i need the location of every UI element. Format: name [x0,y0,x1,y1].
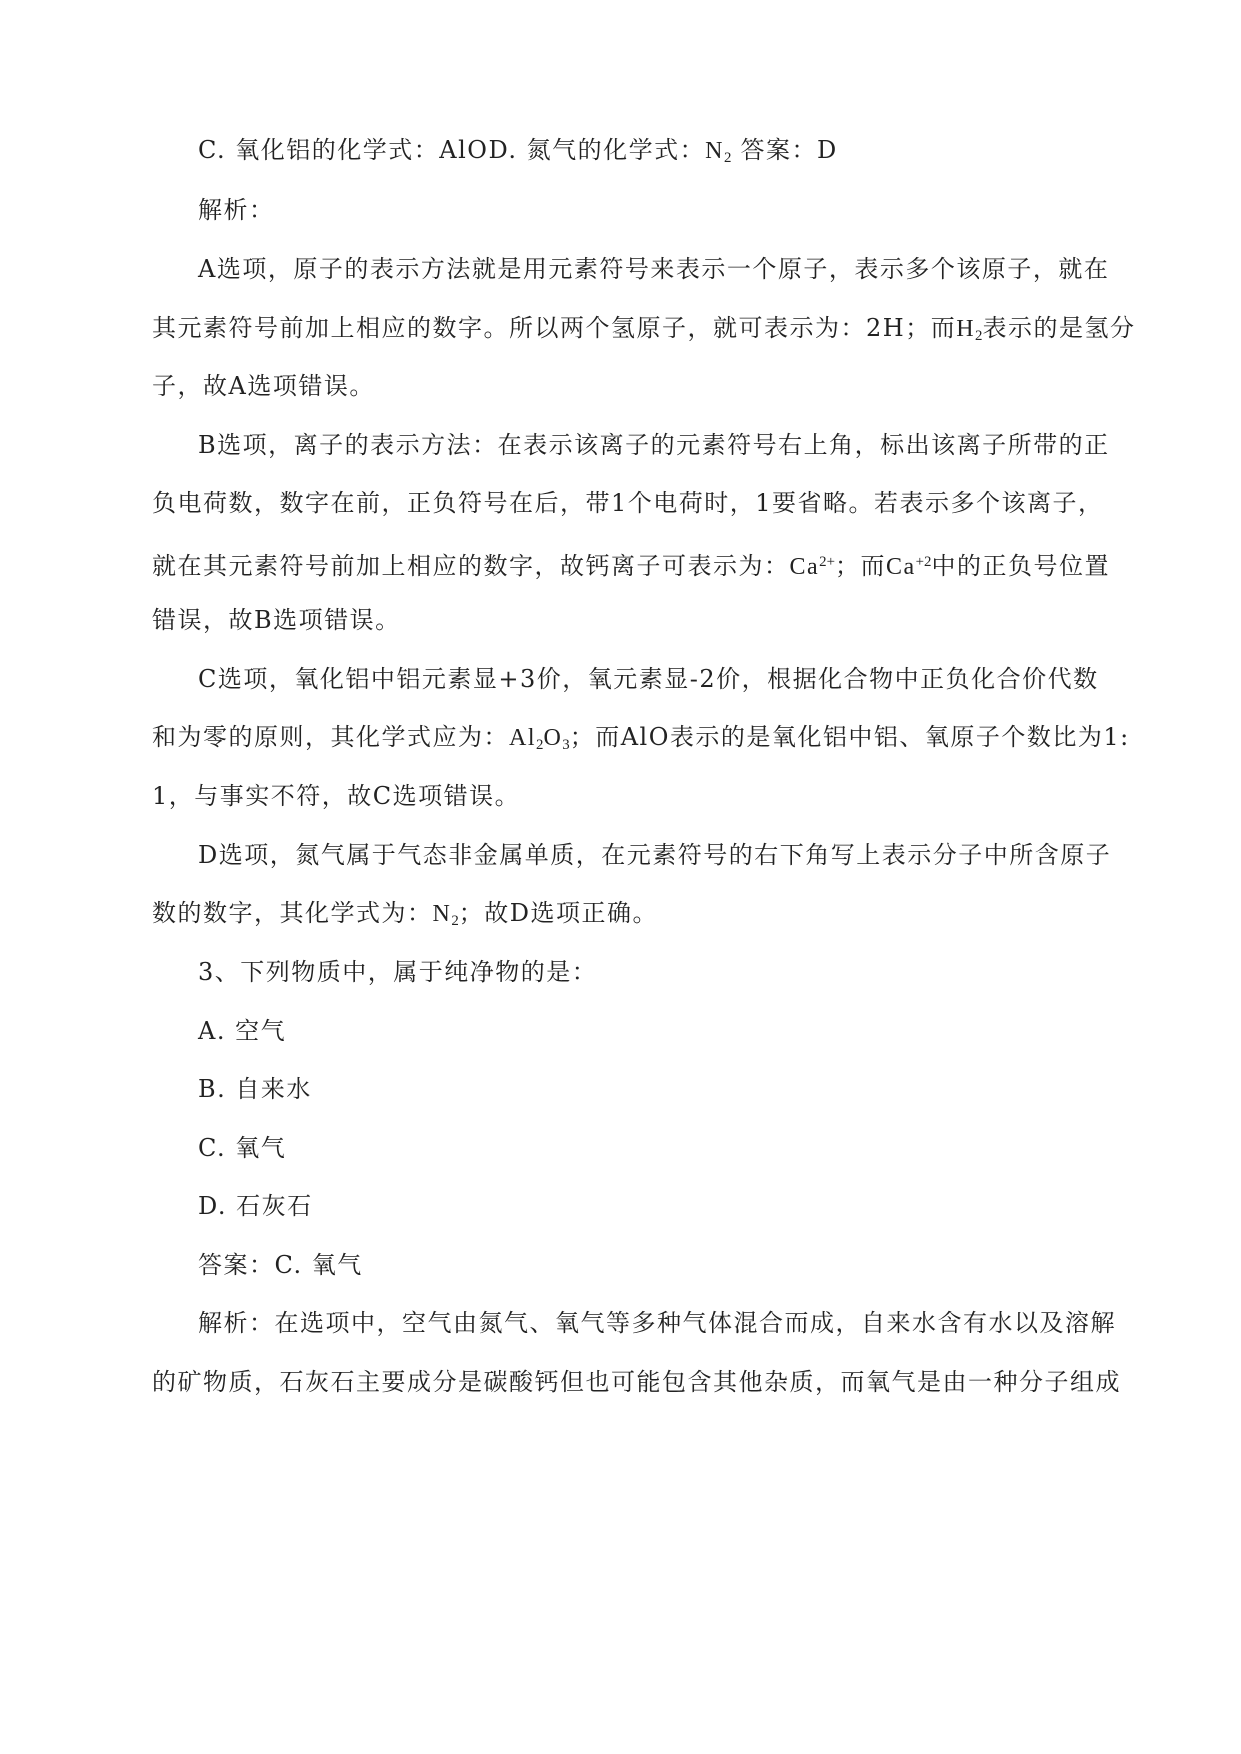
q2-answer: 答案：D [731,136,838,164]
formula-n2: $N_2$ [705,138,732,167]
q2-options-line [198,133,1092,175]
q3-option-a: A. 空气 [198,1017,287,1045]
formula-ca-wrong: $Ca^{+2}$ [886,554,932,581]
formula-ca-ion: $Ca^{2+}$ [789,554,835,581]
analysis-label: 解析： [198,196,275,224]
analysis-d-line2: 数的数字，其化学式为：$N_2$；故D选项正确。 [152,899,659,930]
analysis-a-line1: A选项，原子的表示方法就是用元素符号来表示一个原子，表示多个该原子，就在 [198,255,1110,283]
q3-answer: 答案：C. 氧气 [198,1251,363,1279]
analysis-c-line3: 1，与事实不符，故C选项错误。 [152,782,521,810]
q3-option-d: D. 石灰石 [198,1192,313,1220]
analysis-b-line3: 就在其元素符号前加上相应的数字，故钙离子可表示为：$Ca^{2+}$；而$Ca^{+2}$中的正负号位置 [152,552,1110,581]
analysis-d-line1: D选项，氮气属于气态非金属单质，在元素符号的右下角写上表示分子中所含原子 [198,841,1112,869]
q3-option-c: C. 氧气 [198,1134,287,1162]
formula-n2-d: $N_2$ [432,901,459,930]
analysis-c-line1: C选项，氧化铝中铝元素显+3价，氧元素显-2价，根据化合物中正负化合价代数 [198,665,1099,693]
formula-h2: $H_2$ [956,316,983,345]
analysis-a-line2: 其元素符号前加上相应的数字。所以两个氢原子，就可表示为：2H；而$H_2$表示的是氢分 [152,314,1136,345]
analysis-a-line3: 子，故A选项错误。 [152,372,375,400]
q2-option-c-text: C. 氧化铝的化学式：AlOD. 氮气的化学式： [198,136,706,164]
formula-al2o3: $Al_2O_3$ [509,725,570,754]
analysis-b-line1: B选项，离子的表示方法：在表示该离子的元素符号右上角，标出该离子所带的正 [198,431,1110,459]
q3-explanation-line1: 解析：在选项中，空气由氮气、氧气等多种气体混合而成，自来水含有水以及溶解 [198,1309,1116,1337]
q3-question: 3、下列物质中，属于纯净物的是： [198,958,598,986]
analysis-b-line4: 错误，故B选项错误。 [152,606,401,634]
q3-option-b: B. 自来水 [198,1075,312,1103]
q3-explanation-line2: 的矿物质，石灰石主要成分是碳酸钙但也可能包含其他杂质，而氧气是由一种分子组成 [152,1368,1121,1396]
analysis-b-line2: 负电荷数，数字在前，正负符号在后，带1个电荷时，1要省略。若表示多个该离子， [152,489,1104,517]
analysis-c-line2: 和为零的原则，其化学式应为：$Al_2O_3$；而AlO表示的是氧化铝中铝、氧原子个数比为1: [152,723,1130,754]
